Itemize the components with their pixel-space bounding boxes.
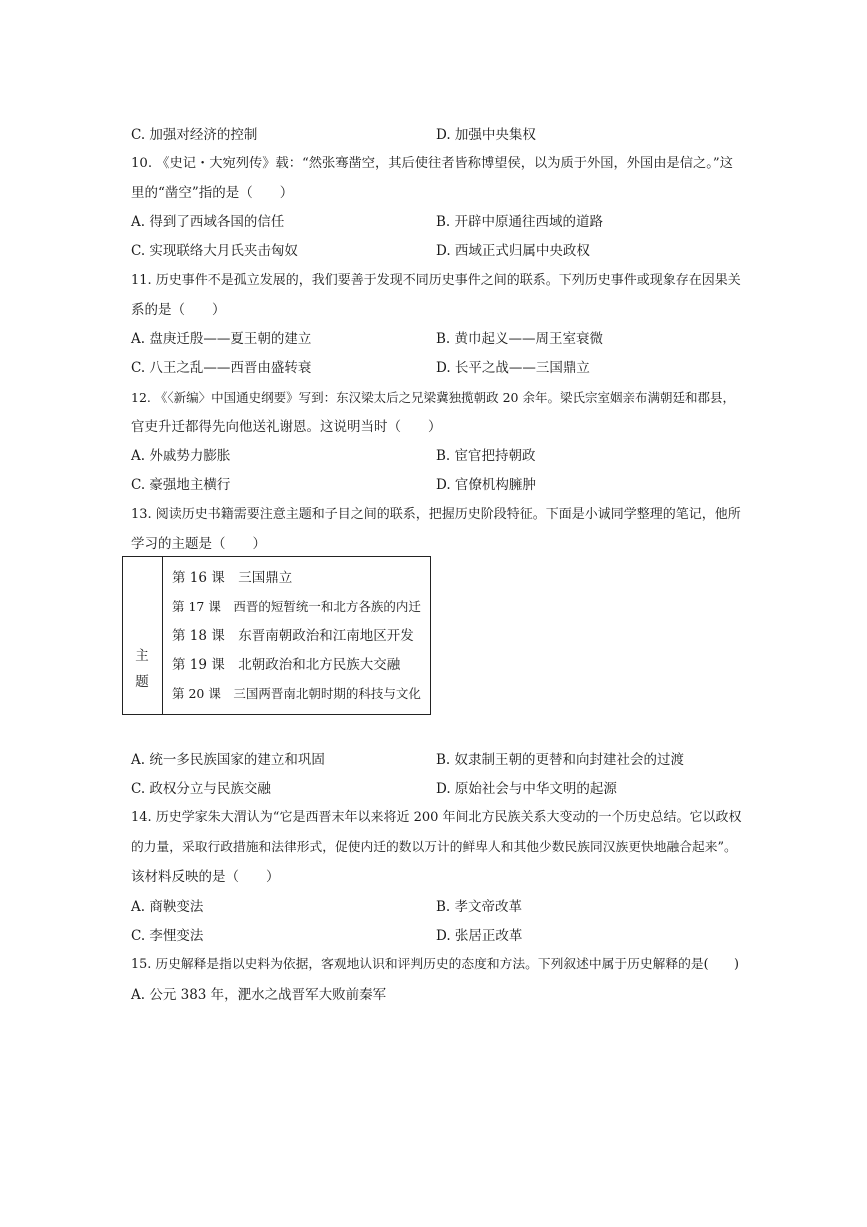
table-lesson-17: 第 17 课 西晋的短暂统一和北方各族的内迁	[172, 599, 421, 614]
table-theme-label: 主题	[135, 648, 149, 690]
q14-stem-line-2: 的力量，采取行政措施和法律形式，促使内迁的数以万计的鲜卑人和其他少数民族同汉族更快地融合起来”。	[131, 840, 737, 855]
q9-option-c: C. 加强对经济的控制	[131, 127, 258, 143]
q10-option-a: A. 得到了西域各国的信任	[131, 214, 285, 230]
q14-option-b: B. 孝文帝改革	[436, 899, 523, 915]
q11-options-row-1	[131, 330, 743, 348]
q13-option-a: A. 统一多民族国家的建立和巩固	[131, 752, 325, 768]
q9-option-d: D. 加强中央集权	[436, 127, 536, 143]
q14-options-row-2	[131, 927, 743, 945]
q15-stem-line-1: 15. 历史解释是指以史料为依据，客观地认识和评判历史的态度和方法。下列叙述中属于历史解释的是( )	[131, 957, 740, 972]
q9-options-row-2	[131, 126, 743, 144]
q12-options-row-2	[131, 476, 743, 494]
q10-option-c: C. 实现联络大月氏夹击匈奴	[131, 243, 298, 259]
q15-option-a: A. 公元 383 年，淝水之战晋军大败前秦军	[131, 987, 387, 1003]
q11-option-b: B. 黄巾起义——周王室衰微	[436, 331, 604, 347]
q12-option-d: D. 官僚机构臃肿	[436, 477, 536, 493]
table-lesson-19: 第 19 课 北朝政治和北方民族大交融	[172, 657, 401, 673]
q13-options-row-2	[131, 780, 743, 798]
table-divider	[162, 557, 163, 714]
q10-stem-line-2: 里的“凿空”指的是（ ）	[131, 185, 294, 201]
q12-stem-line-1: 12. 《〈新编〉中国通史纲要》写到：东汉梁太后之兄梁冀独揽朝政 20 余年。梁氏宗室姻亲布满朝廷和郡县，	[131, 390, 735, 405]
table-lesson-20: 第 20 课 三国两晋南北朝时期的科技与文化	[172, 686, 421, 701]
q13-option-b: B. 奴隶制王朝的更替和向封建社会的过渡	[436, 752, 685, 768]
q13-option-d: D. 原始社会与中华文明的起源	[436, 781, 617, 797]
q14-options-row-1	[131, 898, 743, 916]
q12-stem-line-2: 官吏升迁都得先向他送礼谢恩。这说明当时（ ）	[131, 419, 442, 435]
q14-stem-line-3: 该材料反映的是（ ）	[131, 869, 280, 885]
q10-options-row-1	[131, 213, 743, 231]
q11-stem-line-2: 系的是（ ）	[131, 302, 226, 318]
q14-option-d: D. 张居正改革	[436, 928, 523, 944]
q12-option-c: C. 豪强地主横行	[131, 477, 231, 493]
q14-stem-line-1: 14. 历史学家朱大渭认为“它是西晋末年以来将近 200 年间北方民族关系大变动的一个历史总结。它以政权	[131, 810, 742, 825]
q15-options-row-1	[131, 986, 743, 1004]
q12-option-a: A. 外戚势力膨胀	[131, 448, 231, 464]
q13-notes-table	[122, 556, 431, 715]
q13-options-row-1	[131, 751, 743, 769]
q11-stem-line-1: 11. 历史事件不是孤立发展的，我们要善于发现不同历史事件之间的联系。下列历史事件或现象存在因果关	[131, 273, 741, 288]
q13-stem-line-2: 学习的主题是（ ）	[131, 536, 266, 552]
q12-options-row-1	[131, 447, 743, 465]
q12-option-b: B. 宦官把持朝政	[436, 448, 536, 464]
q11-option-d: D. 长平之战——三国鼎立	[436, 360, 590, 376]
q14-option-c: C. 李悝变法	[131, 928, 204, 944]
table-lesson-16: 第 16 课 三国鼎立	[172, 570, 293, 586]
q10-options-row-2	[131, 242, 743, 260]
q11-options-row-2	[131, 359, 743, 377]
q13-option-c: C. 政权分立与民族交融	[131, 781, 271, 797]
table-lesson-18: 第 18 课 东晋南朝政治和江南地区开发	[172, 628, 414, 644]
q10-stem-line-1: 10. 《史记・大宛列传》载：“然张骞凿空，其后使往者皆称博望侯，以为质于外国，外国由是信之。”这	[131, 156, 733, 171]
q11-option-c: C. 八王之乱——西晋由盛转衰	[131, 360, 312, 376]
q13-stem-line-1: 13. 阅读历史书籍需要注意主题和子目之间的联系，把握历史阶段特征。下面是小诚同学整理的笔记，他所	[131, 507, 741, 522]
q10-option-b: B. 开辟中原通往西域的道路	[436, 214, 604, 230]
q10-option-d: D. 西域正式归属中央政权	[436, 243, 590, 259]
q11-option-a: A. 盘庚迁殷——夏王朝的建立	[131, 331, 312, 347]
q14-option-a: A. 商鞅变法	[131, 899, 204, 915]
